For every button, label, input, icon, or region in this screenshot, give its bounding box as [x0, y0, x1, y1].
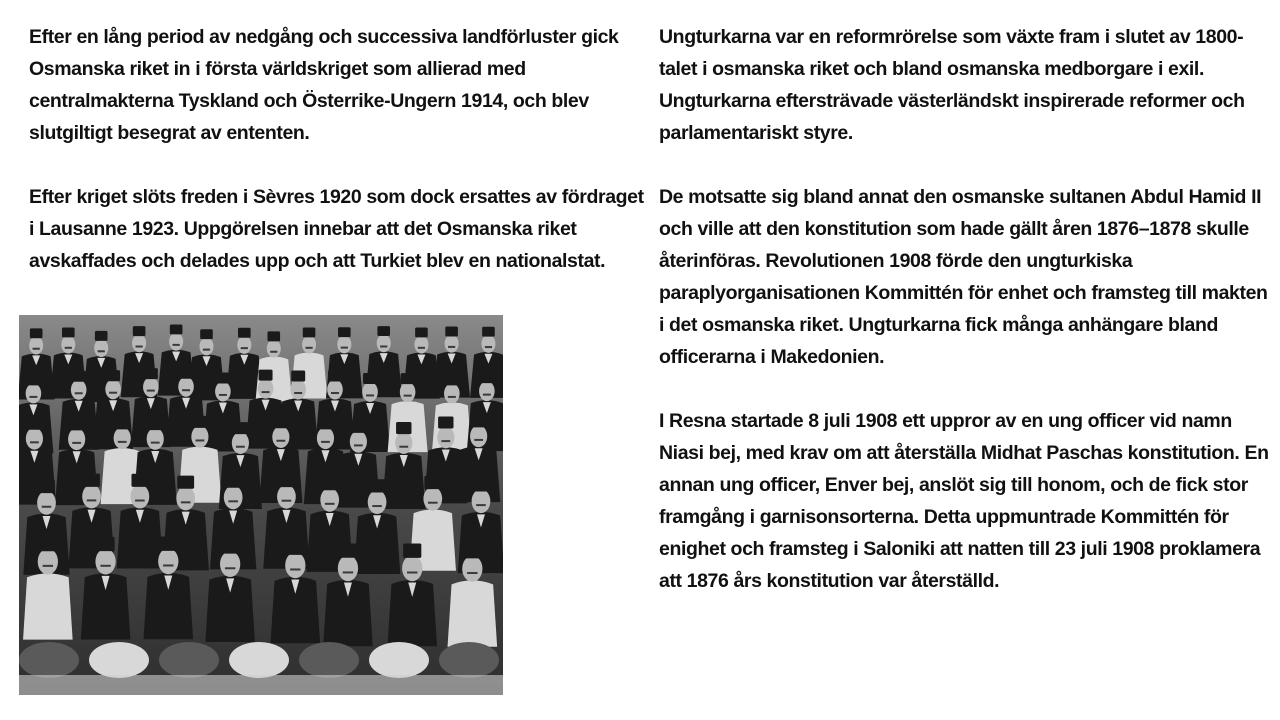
right-paragraph-3: I Resna startade 8 juli 1908 ett uppror av en ung officer vid namn Niasi bej, med krav om att återställa Midhat Paschas konstitution. En annan ung officer, Enver bej, anslöt sig till honom, och de fick stor framgång i garnisonsorterna. Detta uppmuntrade Kommittén för enighet och framsteg i Saloniki att natten till 23 juli 1908 proklamera att 1876 års konstitution var återställd.	[659, 410, 1269, 592]
left-paragraph-2: Efter kriget slöts freden i Sèvres 1920 som dock ersattes av fördraget i Lausanne 1923. Uppgörelsen innebar att det Osmanska riket avskaffades och delades upp och att Turkiet blev en nationalstat.	[29, 186, 644, 272]
left-paragraph-1: Efter en lång period av nedgång och successiva landförluster gick Osmanska riket in i första världskriget som allierad med centralmakterna Tyskland och Österrike-Ungern 1914, och blev slutgiltigt besegrat av ententen.	[29, 26, 619, 144]
right-paragraph-1: Ungturkarna var en reformrörelse som växte fram i slutet av 1800-talet i osmanska riket och bland osmanska medborgare i exil. Ungturkarna eftersträvade västerländskt inspirerade reformer och parlamentariskt styre.	[659, 26, 1245, 144]
right-paragraph-2: De motsatte sig bland annat den osmanske sultanen Abdul Hamid II och ville att den konstitution som hade gällt åren 1876–1878 skulle återinföras. Revolutionen 1908 förde den ungturkiska paraplyorganisationen Kommittén för enhet och framsteg till makten i det osmanska riket. Ungturkarna fick många anhängare bland officerarna i Makedonien.	[659, 186, 1268, 368]
left-text-column	[29, 21, 649, 277]
group-photograph	[19, 315, 503, 695]
photograph-image	[19, 315, 503, 695]
right-text-column	[659, 21, 1271, 597]
